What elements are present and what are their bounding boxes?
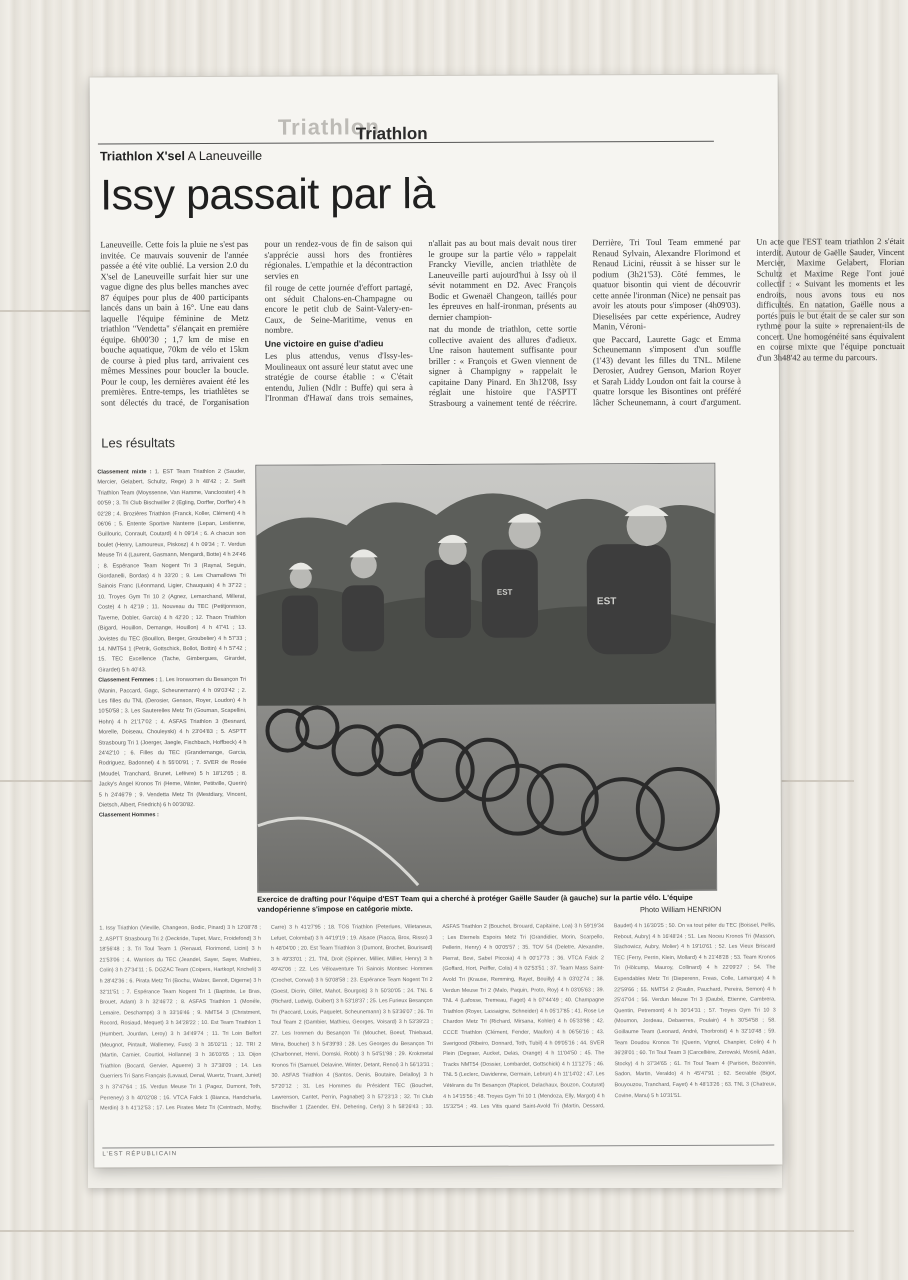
article-subhead: Une victoire en guise d'adieu bbox=[264, 337, 384, 349]
article-headline: Issy passait par là bbox=[100, 170, 435, 220]
newspaper-page bbox=[90, 75, 905, 1168]
caption-text: Exercice de drafting pour l'équipe d'EST Team qui a cherché à protéger Gaëlle Sauder (à gauche) sur la partie vélo. L'équipe vandopérienne s'impose en catégorie mixte. bbox=[257, 892, 693, 914]
article-paragraph: Laneuveille. Cette fois la pluie ne s'est pas invitée. Ce mauvais souvenir de l'année passée a été vite oublié. La version 2.0 du X'sel de Laneuveille surfait hier sur une vague digne des plus belles manches avec 87 équipes pour plus de 400 participants lancés dans un bain à 16°. Une eau dans laquelle l'équipe féminine de Metz triathlon "Vendetta" s'élançait en première équipe. 6h00'30 ; 1,7 km de mise en bouche aquatique, 70km de vélo et 15km de course à pied plus tard, arrivaient ces mêmes Messines pour boucler la boucle. Pour le coup, les dernières avaient été les premières. Entre-temps, les triathlètes se sont délectés du tracé, de l'organisation pour un rendez-vous de fin de saison qui s'apprécie aussi hors des frontières régionales. L'empathie et la décontraction servies en bbox=[100, 238, 413, 407]
results-column bbox=[97, 467, 247, 898]
cyclists-photo bbox=[255, 463, 717, 893]
results-text: 1. EST Team Triathlon 2 (Sauder, Mercier, Gelabert, Schultz, Rege) 3 h 48'42 ; 2. Swift Triathlon Team (Moyssenne, Van Hamme, Vanclooster) 4 h 00'59 ; 3. Tri Club Bischwiller 2 (Egling, Dorffer, Dorffer) 4 h 02'28 ; 4. Brozières Triathlon (Franck, Koller, Clément) 4 h 06'06 ; 5. Entente Sportive Nanterre (Lepan, Lestienne, Guillouric, Conrault, Coutard) 4 h 09'14 ; 6. A chacun son boulet (Henry, Lamoureux, Piskosz) 4 h 09'34 ; 7. Verdun Meuse Tri 4 (Laurent, Gasmann, Mengardi, Botte) 4 h 24'46 ; 8. Espérance Team Nogent Tri 3 (Raynal, Seguin, Giordanelli, Bordas) 4 h 33'20 ; 9. Les Chamallows Tri Sainois Franc (Léonmand, Ligier, Chauquais) 4 h 37'22 ; 10. Troyes Gym Tri 10 2 (Agnez, Lemarchand, Millerat, Coste) 4 h 42'19 ; 11. Nouveau du TEC (Petitjonnson, Taverne, Dobler, Garcia) 4 h 42'20 ; 12. Thaon Triathlon (Bigard, Houillon, Demange, Houillon) 4 h 47'41 ; 13. Jovistes du TEC (Bouillon, Berger, Groubelier) 4 h 57'33 ; 14. NMT54 1 (Petrik, Gottschick, Bollot, Bottin) 4 h 57'42 ; 15. TEC Excellence (Tache, Gimbergues, Girardet, Girardet) 5 h 40'43. bbox=[97, 468, 247, 674]
kicker-event: Triathlon X'sel bbox=[99, 149, 185, 164]
results-text: 1. Les Ironwomen du Besançon Tri (Manin, Paccard, Gagc, Scheunemann) 4 h 09'03'42 ; 2. Les filles du TNL (Derosier, Genson, Royer, Loudon) 4 h 10'50'58 ; 3. Les Sauterelles Metz Tri (Gouman, Scapellini, Hohn) 4 h 21'17'02 ; 4. ASFAS Triathlon 3 (Besnard, Morelle, Doiseau, Chouleyski) 4 h 23'04'83 ; 5. ASPTT Strasbourg Tri 1 (Joerger, Jaegle, Fischbach, Hoffbeck) 4 h 24'42'10 ; 6. Filles du TEC (Grandemange, Garcia, Rodriguez, Badonnel) 4 h 55'00'91 ; 7. SVER de Rosée (Moudel, Tranchard, Brunet, Lefèvre) 5 h 18'12'65 ; 8. Jacky's Angel Kronos Tri (Heme, Winter, Petitville, Querin) 5 h 24'46'79 ; 9. Vendetta Metz Tri (Mestdiary, Vincent, Dietsch, Albert, Friedrich) 6 h 00'30'82. bbox=[98, 676, 247, 809]
results-label: Classement Hommes : bbox=[98, 812, 159, 819]
ghost-section-header: Triathlon bbox=[277, 114, 380, 140]
footer-rule bbox=[102, 1145, 774, 1149]
jersey-logo: EST bbox=[596, 596, 617, 608]
section-header: Triathlon bbox=[355, 124, 428, 144]
article-paragraph: fil rouge de cette journée d'effort partagé, ont séduit Chalons-en-Champagne ou encore le petit club de Saint-Valery-en-Caux, de Seine-Maritime, venus en nombre. bbox=[264, 282, 413, 335]
photo-credit: Photo William HENRION bbox=[639, 904, 722, 915]
results-label: Classement mixte : bbox=[97, 469, 152, 476]
jersey-logo: EST bbox=[496, 587, 513, 597]
kicker-place: A Laneuveille bbox=[187, 148, 263, 164]
publication-footer: L'EST RÉPUBLICAIN bbox=[102, 1151, 178, 1158]
article-paragraph: Les plus attendus, venus d'Issy-les-Moulineaux ont assuré leur statut avec une stratégie de course établie : « C'était entendu, Julien (Ndlr : Buffe) qui sera à l'Ironman d'Hawaï dans trois semaines, n'allait pas au bout mais devait nous tirer le groupe sur la partie vélo » rappelait Francky Vieville, ancien triathlète de Laneuveille parti aujourd'hui à Issy où il sévit notamment en D2. Avec François Bodic et Gwenaël Changeon, taillés pour les épreuves en half-ironman, présents au dernier champion- bbox=[264, 237, 577, 403]
article-paragraph: que Paccard, Laurette Gagc et Emma Scheunemann s'imposent d'un souffle (1'43) devant les filles du TNL. Milene Derosier, Audrey Genson, Marion Royer et Sarah Liddy Loudon ont fait la course à quatre lorsque les Bisontines ont préféré lâcher Scheunemann, à court d'argument. Un acte que l'EST team triathlon 2 s'était interdit. Autour de Gaëlle Sauder, Vincent Mercier, Maxime Gelabert, Florian Schultz et Maxime Rege l'ont joué collectif : « Suivant les moments et les endroits, nous avons tous eu nos difficultés. En natation, Gaëlle nous a portés puis le but était de se caler sur son rythme pour la suite » reprenaient-ils de concert. Une homogénéité sans équivalent en course mixte que l'équipe ponctuait d'un 3h48'42 au terme du parcours. bbox=[592, 235, 905, 407]
table-plank-seam bbox=[0, 1230, 854, 1232]
results-title: Les résultats bbox=[101, 435, 175, 451]
results-men-list: 1. Issy Triathlon (Vieville, Changeon, Bodic, Pinard) 3 h 12'08'78 ; 2. ASPTT Strasbourg Tri 2 (Deckride, Tupet, Marc, Froidefond) 3 h 18'56'48 ; 3. Tri Toul Team 1 (Renaud, Florimond, Licini) 3 h 21'53'06 ; 4. Warriors du TEC (Jeandel, Sayer, Sayer, Mathieu, Colin) 3 h 27'34'11 ; 5. DGZAC Team (Coipers, Hartkopf, Kricheli) 3 h 28'42'36 ; 6. Pirata Metz Tri (Bochu, Walzer, Benoit, Digerne) 3 h 32'11'51 ; 7. Espérance Team Nogent Tri 1 (Baptiste, Le Bras, Brouet, Adam) 3 h 32'46'72 ; 8. ASFAS Triathlon 1 (Monéle, Lemaire, Deschamps) 3 h 33'16'46 ; 9. NMT54 3 (Christment, Rocord, Rosiaud, Mequet) 3 h 34'28'22 ; 10. Est Team Triathlon 1 (Humbert, Jourdan, Leroy) 3 h 34'49'74 ; 11. Tri Loin Belfort (Meugnot, Pintault, Wallemey, Fuss) 3 h 35'02'11 ; 12. TRI 2 (Martin, Carnier, Courtiol, Hollanne) 3 h 36'03'65 ; 13. Dijon Triathlon (Bocard, Gervier, Aguerre) 3 h 37'38'09 ; 14. Les Guerriers Tri Sans Français (Lavaud, Denal, Wuertz, Truant, Juniet) 3 h 37'47'64 ; 15. Verdun Meuse Tri 1 (Pagez, Dumont, Toth, Perreney) 3 h 40'02'08 ; 16. VTCA Falck 1 (Bianca, Handcharla, Merdin) 3 h 41'12'53 ; 17. Les Pirates Metz Tri (Ceintrach, Mothy, Carre) 3 h 41'27'95 ; 18. TOS Triathlon (Peterlues, Villetaneus, Lefuet, Colombat) 3 h 44'19'19 ; 19. Alsace (Piacca, Brox, Risso) 3 h 48'04'00 ; 20. Est Team Triathlon 3 (Dumont, Brochet, Bourisard) 3 h 49'33'01 ; 21. TNL Droit (Spinner, Millier, Millier, Henry) 3 h 49'42'06 ; 22. Les Véloaventure Tri Sainois Montsec Hommes (Crochet, Conval) 3 h 50'08'58 ; 23. Espérance Team Nogent Tri 2 (Goest, Dicrin, Gillet, Mahot, Bourgois) 3 h 50'30'05 ; 24. TNL 6 (Richard, Ludwig, Guibert) 3 h 53'18'37 ; 25. Les Furieux Besançon Tri (Paccard, Louis, Paquelet, Scheunemann) 3 h 53'36'07 ; 26. Tri Toul Team 2 (Gambier, Mathieu, Georges, Voisard) 3 h 53'39'23 ; 27. Les Ironmen du Besançon Tri (Mouchet, Boeuf, Thiebaud, Mirra, Boucher) 3 h 54'39'93 ; 28. Les Georges du Besançon Tri (Charbonnet, Henri, Domski, Robb) 3 h 54'51'98 ; 29. Krokmetal Kronos Tri (Samuel, Delavine, Winter, Detant, Renoi) 3 h 56'13'31 ; 30. ASFAS Triathlon 4 (Santos, Denis, Boutaire, Delalloy) 3 h 57'20'12 ; 31. Les Hommes du Président TEC (Bouchet, Lawrenson, Cantet, Perrin, Pagnabet) 3 h 57'23'13 ; 32. Tri Club Bischwiller 1 (Zaender, Ehl, Dehering, Cerly) 3 h 58'26'43 ; 33. ASFAS Triathlon 2 (Bouchot, Brouard, Capitaine, Loa) 3 h 59'19'34 ; Les Eternels Espoirs Metz Tri (Grandidier, Morin, Scarpello, Pellerin, Henry) 4 h 00'05'57 ; 35. TOV 54 (Deletre, Alexandre, Pierrat, Bovi, Sabel Piccoia) 4 h 00'17'73 ; 36. VTCA Falck 2 (Goffard, Hort, Peiffer, Colis) 4 h 02'53'51 ; 37. Team Mass Saint-Avold Tri (Krause, Remming, Rayet, Bouilly) 4 h 03'02'74 ; 38. Verdun Meuse Tri 2 (Malo, Paquin, Proto, Roy) 4 h 03'05'63 ; 39. TNL 4 (Lafosse, Tremeau, Faget) 4 h 07'44'49 ; 40. Champagne Triathlon (Royer, Lassaigne, Schneider) 4 h 05'17'85 ; 41. Rose Le Chardon Metz Tri (Richard, Mirsana, Kohler) 4 h 05'33'98 ; 42. CCCE Triathlon (Clément, Fender, Maufon) 4 h 06'56'16 ; 43. Sverigood (Ribeiro, Donnard, Toth, Tubil) 4 h 09'05'16 ; 44. SVER Plein (Degraer, Aucket, Delas, Orange) 4 h 11'04'50 ; 45. The Tracks NMT54 (Dossier, Lombardet, Gottschick) 4 h 11'12'75 ; 46. TNL 5 (Leclerc, Davidenne, Germain, Lebrun) 4 h 11'14'02 ; 47. Les Vétérans du Tri Besançon (Rapicot, Delachaux, Bouzon, Couturat) 4 h 14'15'56 ; 48. Troyes Gym Tri 10 1 (Mendoza, Elly, Margot) 4 h 15'32'54 ; 49. Les Vitis quand Saint-Avold Tri (Martin, Dessard, Baudet) 4 h 16'30'25 ; 50. On va tout péter du TEC (Boissel, Pellis, Rebout, Aubry) 4 h 16'48'24 ; 51. Les Noceu Kronos Tri (Masson, Slachowicz, Aubry, Molier) 4 h 19'10'61 ; 52. Les Vieux Briscard TEC (Ferry, Perrin, Klein, Mollard) 4 h 21'48'28 ; 53. Team Kronos Tri (Hölcump, Mauroy, Collinard) 4 h 22'09'27 ; 54. The Expendables Metz Tri (Dieperenn, Freas, Colle, Lamarque) 4 h 22'59'66 ; 55. NMT54 2 (Raulin, Pauchard, Pereira, Semon) 4 h 25'47'04 ; 56. Verdun Meuse Tri 3 (Daubé, Etienne, Cambrera, Quentin, Petremont) 4 h 30'14'31 ; 57. Troyes Gym Tri 10 3 (Moumon, Jordeau, Debaerres, Poulain) 4 h 30'54'58 ; 58. Goillaume Team (Leonard, André, Thorbroist) 4 h 32'10'48 ; 59. Team Doudou Kronos Tri (Querin, Vignol, Chanpier, Colin) 4 h 36'28'01 ; 60. Tri Toul Team 3 (Carcellière, Zerowski, Mosnil, Adan, Stocky) 4 h 37'34'65 ; 61. Tri Toul Team 4 (Parison, Bozonnin, Sadon, Martin, Veraldo) 4 h 45'47'91 ; 62. Secrable (Bigot, Bouyouzou, Tranchard, Fayet) 4 h 48'13'26 ; 63. TNL 3 (Chatreux, Covine, Manu) 5 h 10'31'51. bbox=[99, 922, 777, 1112]
article-body bbox=[100, 235, 905, 412]
article-kicker bbox=[100, 149, 262, 164]
results-label: Classement Femmes : bbox=[98, 677, 158, 684]
article-paragraph: nat du monde de triathlon, cette sortie collective avaient des allures d'adieux. Une raison hautement suffisante pour briller : « François et Gwen viennent de signer à Champigny » rappelait le capitaine Dany Pinard. En 3h12'08, Issy réglait une histoire que l'ASPTT Strasbourg a vainement tenté de réécrire. Derrière, Tri Toul Team emmené par Renaud Sylvain, Alexandre Florimond et Renaud Licini, réussit à se hisser sur le podium (3h21'53). Côté femmes, le quatuor bisontin qui vient de découvrir cette année l'ironman (Nice) ne pensait pas avoir les atouts pour s'imposer (4h09'03). Dieselisées par cette expérience, Audrey Manin, Véroni- bbox=[428, 236, 741, 408]
